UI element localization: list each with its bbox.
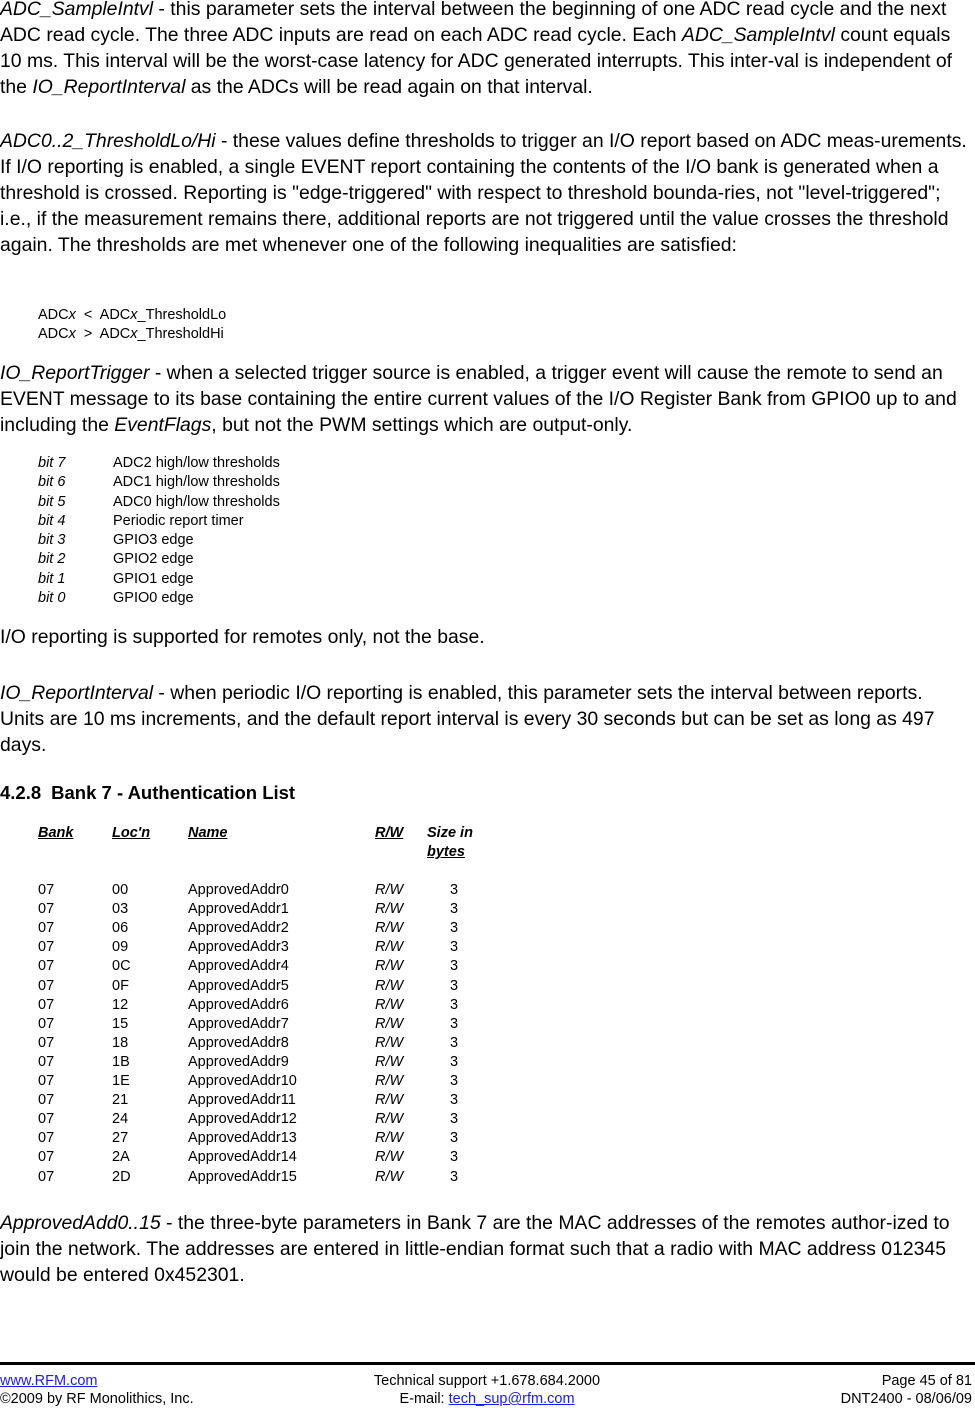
header-rw: R/W bbox=[375, 825, 404, 841]
doc-id: DNT2400 - 08/06/09 bbox=[840, 1391, 972, 1407]
table-row bbox=[38, 996, 510, 1015]
cell-name: ApprovedAddr9 bbox=[188, 1053, 289, 1070]
footer-center bbox=[287, 1372, 687, 1408]
cell-rw: R/W bbox=[375, 1015, 404, 1032]
p1-term2: ADC_SampleIntvl bbox=[681, 24, 835, 46]
footer-right bbox=[841, 1372, 972, 1408]
cell-loc: 0F bbox=[112, 977, 129, 994]
table-row bbox=[38, 938, 510, 957]
adc-threshold-paragraph bbox=[0, 128, 972, 258]
cell-bank: 07 bbox=[38, 1073, 55, 1090]
bit-row: bit 1 GPIO1 edge bbox=[38, 570, 194, 587]
term-adc-threshold: ADC0..2_ThresholdLo/Hi bbox=[0, 130, 216, 152]
cell-size: 3 bbox=[450, 1015, 459, 1032]
table-row bbox=[38, 1072, 510, 1091]
cell-loc: 2A bbox=[112, 1149, 130, 1166]
cell-rw: R/W bbox=[375, 920, 404, 937]
io-reporting-note: I/O reporting is supported for remotes only, not the base. bbox=[0, 626, 485, 648]
cell-name: ApprovedAddr1 bbox=[188, 901, 289, 918]
table-row bbox=[38, 957, 510, 976]
term-approvedadd: ApprovedAdd0..15 bbox=[0, 1212, 161, 1234]
inequality-hi: ADCx > ADCx_ThresholdHi bbox=[38, 326, 224, 342]
cell-name: ApprovedAddr12 bbox=[188, 1111, 297, 1128]
cell-bank: 07 bbox=[38, 901, 55, 918]
table-row bbox=[38, 1015, 510, 1034]
copyright: ©2009 by RF Monolithics, Inc. bbox=[0, 1391, 194, 1407]
cell-loc: 27 bbox=[112, 1130, 129, 1147]
table-body bbox=[38, 881, 510, 1187]
table-row bbox=[38, 1053, 510, 1072]
p3-term2: EventFlags bbox=[114, 414, 212, 436]
inequality-lo: ADCx < ADCx_ThresholdLo bbox=[38, 307, 227, 323]
cell-name: ApprovedAddr11 bbox=[188, 1092, 296, 1109]
p1-text-b: count equals 10 ms. This interval will be the worst-case latency for ADC generated interrupts. This inter-val is independent of the bbox=[0, 24, 953, 98]
table-row bbox=[38, 919, 510, 938]
cell-name: ApprovedAddr15 bbox=[188, 1168, 297, 1185]
table-row bbox=[38, 900, 510, 919]
cell-loc: 0C bbox=[112, 958, 131, 975]
table-row bbox=[38, 1110, 510, 1129]
cell-size: 3 bbox=[450, 920, 459, 937]
table-header-row bbox=[38, 824, 510, 862]
cell-name: ApprovedAddr3 bbox=[188, 939, 289, 956]
cell-size: 3 bbox=[450, 1130, 459, 1147]
cell-name: ApprovedAddr7 bbox=[188, 1015, 289, 1032]
cell-loc: 24 bbox=[112, 1111, 129, 1128]
bit-row: bit 7 ADC2 high/low thresholds bbox=[38, 455, 280, 471]
adc-sampleintvl-paragraph bbox=[0, 0, 972, 100]
cell-bank: 07 bbox=[38, 996, 55, 1013]
cell-bank: 07 bbox=[38, 1168, 55, 1185]
table-row bbox=[38, 1168, 510, 1187]
cell-size: 3 bbox=[450, 1111, 459, 1128]
p1-text-a: - this parameter sets the interval between the beginning of one ADC read cycle and the next ADC read cycle. The three ADC inputs are read on each ADC read cycle. Each bbox=[0, 0, 947, 46]
cell-bank: 07 bbox=[38, 1034, 55, 1051]
p2-text: - these values define thresholds to trigger an I/O report based on ADC meas-urements. If I/O reporting is enabled, a single EVENT report containing the contents of the I/O bank is generated when a threshold is crossed. Reporting is "edge-triggered" with respect to threshold bounda-ries, not "level-triggered"; i.e., if the measurement remains there, additional reports are not triggered until the value crosses the threshold again. The thresholds are met whenever one of the following inequalities are satisfied: bbox=[0, 130, 967, 256]
cell-bank: 07 bbox=[38, 939, 55, 956]
p3-text-b: , but not the PWM settings which are output-only. bbox=[211, 414, 633, 436]
cell-size: 3 bbox=[450, 882, 459, 899]
section-title: Bank 7 - Authentication List bbox=[51, 782, 296, 803]
cell-size: 3 bbox=[450, 1092, 459, 1109]
cell-rw: R/W bbox=[375, 1149, 404, 1166]
threshold-inequalities bbox=[38, 306, 226, 344]
cell-rw: R/W bbox=[375, 958, 404, 975]
support-phone: Technical support +1.678.684.2000 bbox=[373, 1373, 601, 1389]
cell-name: ApprovedAddr8 bbox=[188, 1034, 289, 1051]
cell-name: ApprovedAddr4 bbox=[188, 958, 289, 975]
cell-rw: R/W bbox=[375, 1034, 404, 1051]
bit-row: bit 2 GPIO2 edge bbox=[38, 551, 194, 568]
cell-rw: R/W bbox=[375, 1111, 404, 1128]
cell-loc: 1B bbox=[112, 1053, 130, 1070]
cell-loc: 18 bbox=[112, 1034, 129, 1051]
footer-divider bbox=[0, 1362, 975, 1365]
approvedaddr-paragraph bbox=[0, 1210, 972, 1288]
cell-loc: 1E bbox=[112, 1073, 130, 1090]
cell-size: 3 bbox=[450, 939, 459, 956]
cell-loc: 21 bbox=[112, 1092, 129, 1109]
bank7-register-table bbox=[38, 824, 510, 1187]
io-reportinterval-paragraph bbox=[0, 680, 972, 758]
cell-bank: 07 bbox=[38, 1130, 55, 1147]
cell-bank: 07 bbox=[38, 1111, 55, 1128]
cell-name: ApprovedAddr0 bbox=[188, 882, 289, 899]
table-row bbox=[38, 1091, 510, 1110]
cell-rw: R/W bbox=[375, 977, 404, 994]
cell-size: 3 bbox=[450, 1073, 459, 1090]
cell-bank: 07 bbox=[38, 1149, 55, 1166]
cell-loc: 15 bbox=[112, 1015, 129, 1032]
cell-loc: 09 bbox=[112, 939, 129, 956]
cell-rw: R/W bbox=[375, 882, 404, 899]
header-size: Size in bytes bbox=[427, 825, 473, 860]
table-row bbox=[38, 1148, 510, 1167]
cell-loc: 00 bbox=[112, 882, 129, 899]
cell-size: 3 bbox=[450, 996, 459, 1013]
cell-name: ApprovedAddr2 bbox=[188, 920, 289, 937]
table-row bbox=[38, 881, 510, 900]
term-io-reporttrigger: IO_ReportTrigger bbox=[0, 362, 150, 384]
cell-bank: 07 bbox=[38, 882, 55, 899]
section-number: 4.2.8 bbox=[0, 782, 42, 803]
cell-bank: 07 bbox=[38, 977, 55, 994]
page-number: Page 45 of 81 bbox=[881, 1373, 972, 1389]
cell-rw: R/W bbox=[375, 901, 404, 918]
bit-row: bit 6 ADC1 high/low thresholds bbox=[38, 474, 280, 491]
p6-text: - the three-byte parameters in Bank 7 are the MAC addresses of the remotes author-ized to join the network. The addresses are entered in little-endian format such that a radio with MAC address 012345 would be entered 0x452301. bbox=[0, 1212, 950, 1286]
cell-rw: R/W bbox=[375, 939, 404, 956]
bit-row: bit 4 Periodic report timer bbox=[38, 512, 244, 529]
header-bank: Bank bbox=[38, 825, 74, 841]
cell-loc: 03 bbox=[112, 901, 129, 918]
cell-rw: R/W bbox=[375, 1130, 404, 1147]
io-reporttrigger-paragraph bbox=[0, 360, 972, 438]
cell-size: 3 bbox=[450, 1149, 459, 1166]
cell-size: 3 bbox=[450, 1034, 459, 1051]
cell-size: 3 bbox=[450, 901, 459, 918]
term-adc-sampleintvl: ADC_SampleIntvl bbox=[0, 0, 154, 20]
cell-size: 3 bbox=[450, 958, 459, 975]
cell-loc: 2D bbox=[112, 1168, 131, 1185]
cell-bank: 07 bbox=[38, 1015, 55, 1032]
table-row bbox=[38, 977, 510, 996]
email-link[interactable]: tech_sup@rfm.com bbox=[448, 1391, 575, 1407]
p1-text-c: as the ADCs will be read again on that interval. bbox=[185, 76, 593, 98]
cell-rw: R/W bbox=[375, 1073, 404, 1090]
cell-size: 3 bbox=[450, 977, 459, 994]
p1-term3: IO_ReportInterval bbox=[32, 76, 186, 98]
header-locn: Loc'n bbox=[112, 825, 151, 841]
email-label: E-mail: bbox=[399, 1391, 449, 1407]
cell-size: 3 bbox=[450, 1053, 459, 1070]
section-heading bbox=[0, 782, 305, 804]
cell-rw: R/W bbox=[375, 1168, 404, 1185]
cell-bank: 07 bbox=[38, 958, 55, 975]
cell-rw: R/W bbox=[375, 1092, 404, 1109]
header-name: Name bbox=[188, 825, 228, 841]
bit-row: bit 0 GPIO0 edge bbox=[38, 590, 194, 607]
term-io-reportinterval: IO_ReportInterval bbox=[0, 682, 154, 704]
trigger-bit-list bbox=[38, 454, 280, 608]
cell-loc: 06 bbox=[112, 920, 129, 937]
cell-size: 3 bbox=[450, 1168, 459, 1185]
cell-rw: R/W bbox=[375, 1053, 404, 1070]
website-link[interactable]: www.RFM.com bbox=[0, 1373, 98, 1389]
table-row bbox=[38, 1034, 510, 1053]
footer-left bbox=[0, 1372, 194, 1408]
table-row bbox=[38, 1129, 510, 1148]
p3-text-a: - when a selected trigger source is enabled, a trigger event will cause the remote to send an EVENT message to its base containing the entire current values of the I/O Register Bank from GPIO0 up to and including the bbox=[0, 362, 957, 436]
bit-row: bit 3 GPIO3 edge bbox=[38, 532, 194, 549]
cell-bank: 07 bbox=[38, 920, 55, 937]
cell-name: ApprovedAddr6 bbox=[188, 996, 289, 1013]
cell-bank: 07 bbox=[38, 1053, 55, 1070]
cell-loc: 12 bbox=[112, 996, 129, 1013]
cell-rw: R/W bbox=[375, 996, 404, 1013]
cell-name: ApprovedAddr5 bbox=[188, 977, 289, 994]
cell-name: ApprovedAddr13 bbox=[188, 1130, 297, 1147]
bit-row: bit 5 ADC0 high/low thresholds bbox=[38, 493, 280, 510]
cell-name: ApprovedAddr10 bbox=[188, 1073, 297, 1090]
p5-text: - when periodic I/O reporting is enabled, this parameter sets the interval between reports. Units are 10 ms increments, and the default report interval is every 30 seconds but can be set as long as 497 days. bbox=[0, 682, 935, 756]
cell-bank: 07 bbox=[38, 1092, 55, 1109]
cell-name: ApprovedAddr14 bbox=[188, 1149, 297, 1166]
